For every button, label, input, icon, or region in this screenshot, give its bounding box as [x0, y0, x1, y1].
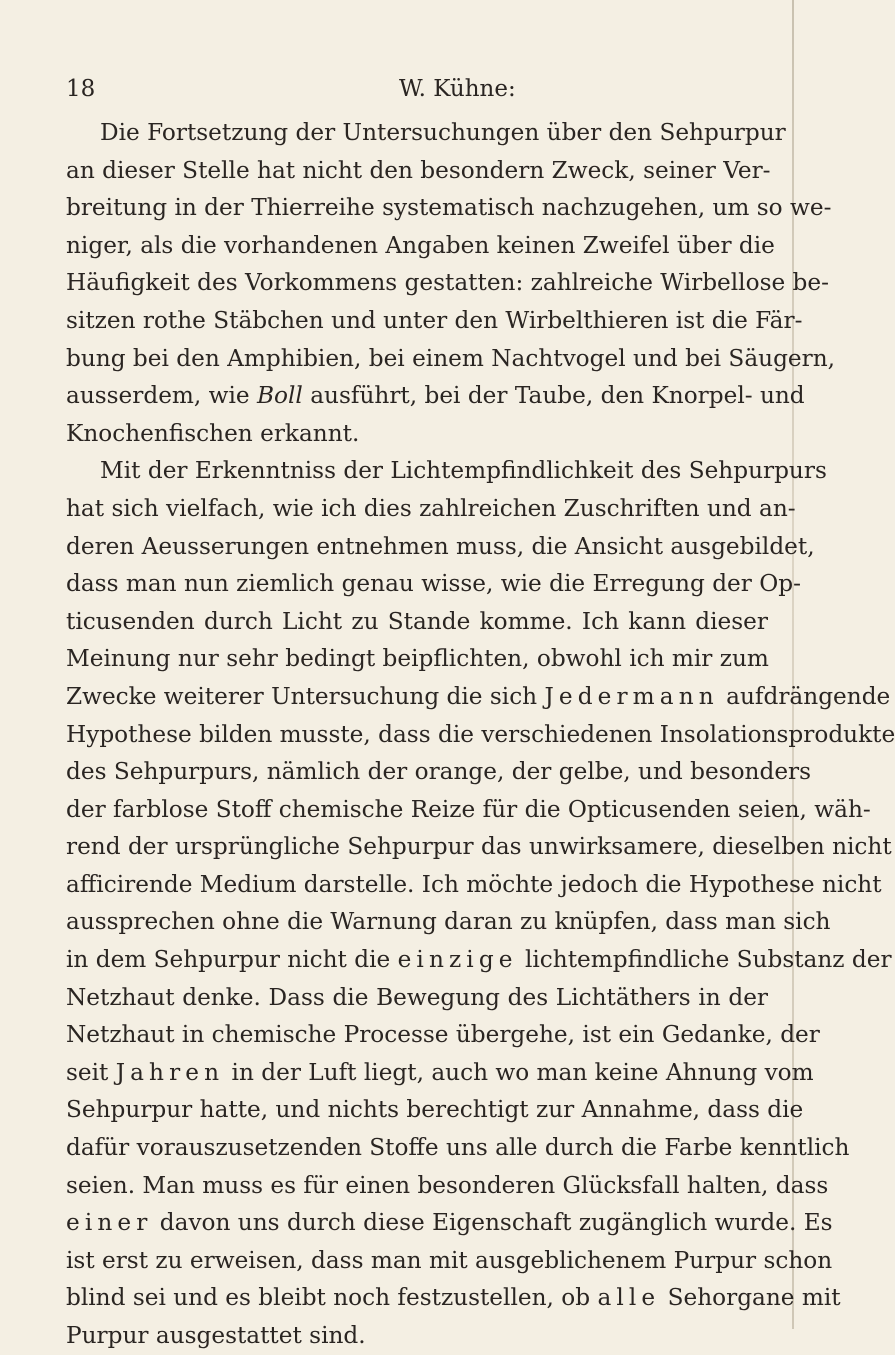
text-line: Häufigkeit des Vorkommens gestatten: zahlreiche Wirbellose be-: [66, 269, 829, 297]
text-line: dass man nun ziemlich genau wisse, wie die Erregung der Op-: [66, 570, 801, 598]
page-number: 18: [66, 76, 96, 102]
text-line: einer davon uns durch diese Eigenschaft zugänglich wurde. Es: [66, 1209, 833, 1237]
text-line: hat sich vielfach, wie ich dies zahlreichen Zuschriften und an-: [66, 494, 796, 522]
text-line: Netzhaut in chemische Processe übergehe, ist ein Gedanke, der: [66, 1021, 820, 1049]
text-line: Purpur ausgestattet sind.: [66, 1322, 366, 1349]
spaced-emphasis: alle: [597, 1284, 661, 1312]
text-line: blind sei und es bleibt noch festzustellen, ob alle Sehorgane mit: [66, 1284, 841, 1312]
text-line: afficirende Medium darstelle. Ich möchte jedoch die Hypothese nicht: [66, 870, 882, 898]
spaced-emphasis: einer: [66, 1209, 153, 1237]
text-line: an dieser Stelle hat nicht den besondern Zweck, seiner Ver-: [66, 156, 771, 184]
text-line: ticusenden durch Licht zu Stande komme. Ich kann dieser: [66, 607, 768, 635]
text-line: dafür vorauszusetzenden Stoffe uns alle durch die Farbe kenntlich: [66, 1134, 850, 1162]
text-line: sitzen rothe Stäbchen und unter den Wirbelthieren ist die Fär-: [66, 306, 803, 334]
text-line: in dem Sehpurpur nicht die einzige lichtempfindliche Substanz der: [66, 946, 892, 974]
text-line: Die Fortsetzung der Untersuchungen über den Sehpurpur: [100, 119, 786, 146]
text-line: des Sehpurpurs, nämlich der orange, der gelbe, und besonders: [66, 758, 812, 786]
text-line: breitung in der Thierreihe systematisch nachzugehen, um so we-: [66, 194, 832, 222]
text-line: aussprechen ohne die Warnung daran zu knüpfen, dass man sich: [66, 908, 831, 936]
text-line: deren Aeusserungen entnehmen muss, die Ansicht ausgebildet,: [66, 532, 815, 560]
text-line: seien. Man muss es für einen besonderen Glücksfall halten, dass: [66, 1171, 829, 1199]
text-line: Meinung nur sehr bedingt beipflichten, obwohl ich mir zum: [66, 645, 769, 673]
body-text: [66, 114, 895, 1355]
text-line: Mit der Erkenntniss der Lichtempfindlichkeit des Sehpurpurs: [100, 457, 827, 485]
text-line: Knochenfischen erkannt.: [66, 419, 360, 447]
running-title: W. Kühne:: [399, 76, 516, 102]
text-line: bung bei den Amphibien, bei einem Nachtvogel und bei Säugern,: [66, 344, 836, 372]
text-line: Zwecke weiterer Untersuchung die sich Jedermann aufdrängende: [66, 682, 891, 710]
text-line: rend der ursprüngliche Sehpurpur das unwirksamere, dieselben nicht: [66, 833, 892, 861]
page-header: [66, 76, 766, 110]
text-line: ist erst zu erweisen, dass man mit ausgeblichenem Purpur schon: [66, 1246, 833, 1274]
text-line: Sehpurpur hatte, und nichts berechtigt zur Annahme, dass die: [66, 1096, 804, 1124]
text-line: ausserdem, wie Boll ausführt, bei der Taube, den Knorpel- und: [66, 382, 805, 410]
text-line: Hypothese bilden musste, dass die verschiedenen Insolationsprodukte: [66, 720, 895, 748]
author-name-italic: Boll: [257, 382, 303, 410]
spaced-emphasis: Jedermann: [544, 682, 719, 710]
text-line: seit Jahren in der Luft liegt, auch wo man keine Ahnung vom: [66, 1058, 814, 1086]
text-line: der farblose Stoff chemische Reize für die Opticusenden seien, wäh-: [66, 795, 871, 823]
spaced-emphasis: einzige: [397, 946, 518, 974]
spaced-emphasis: Jahren: [115, 1058, 225, 1086]
text-line: niger, als die vorhandenen Angaben keinen Zweifel über die: [66, 231, 775, 259]
text-line: Netzhaut denke. Dass die Bewegung des Lichtäthers in der: [66, 983, 768, 1011]
